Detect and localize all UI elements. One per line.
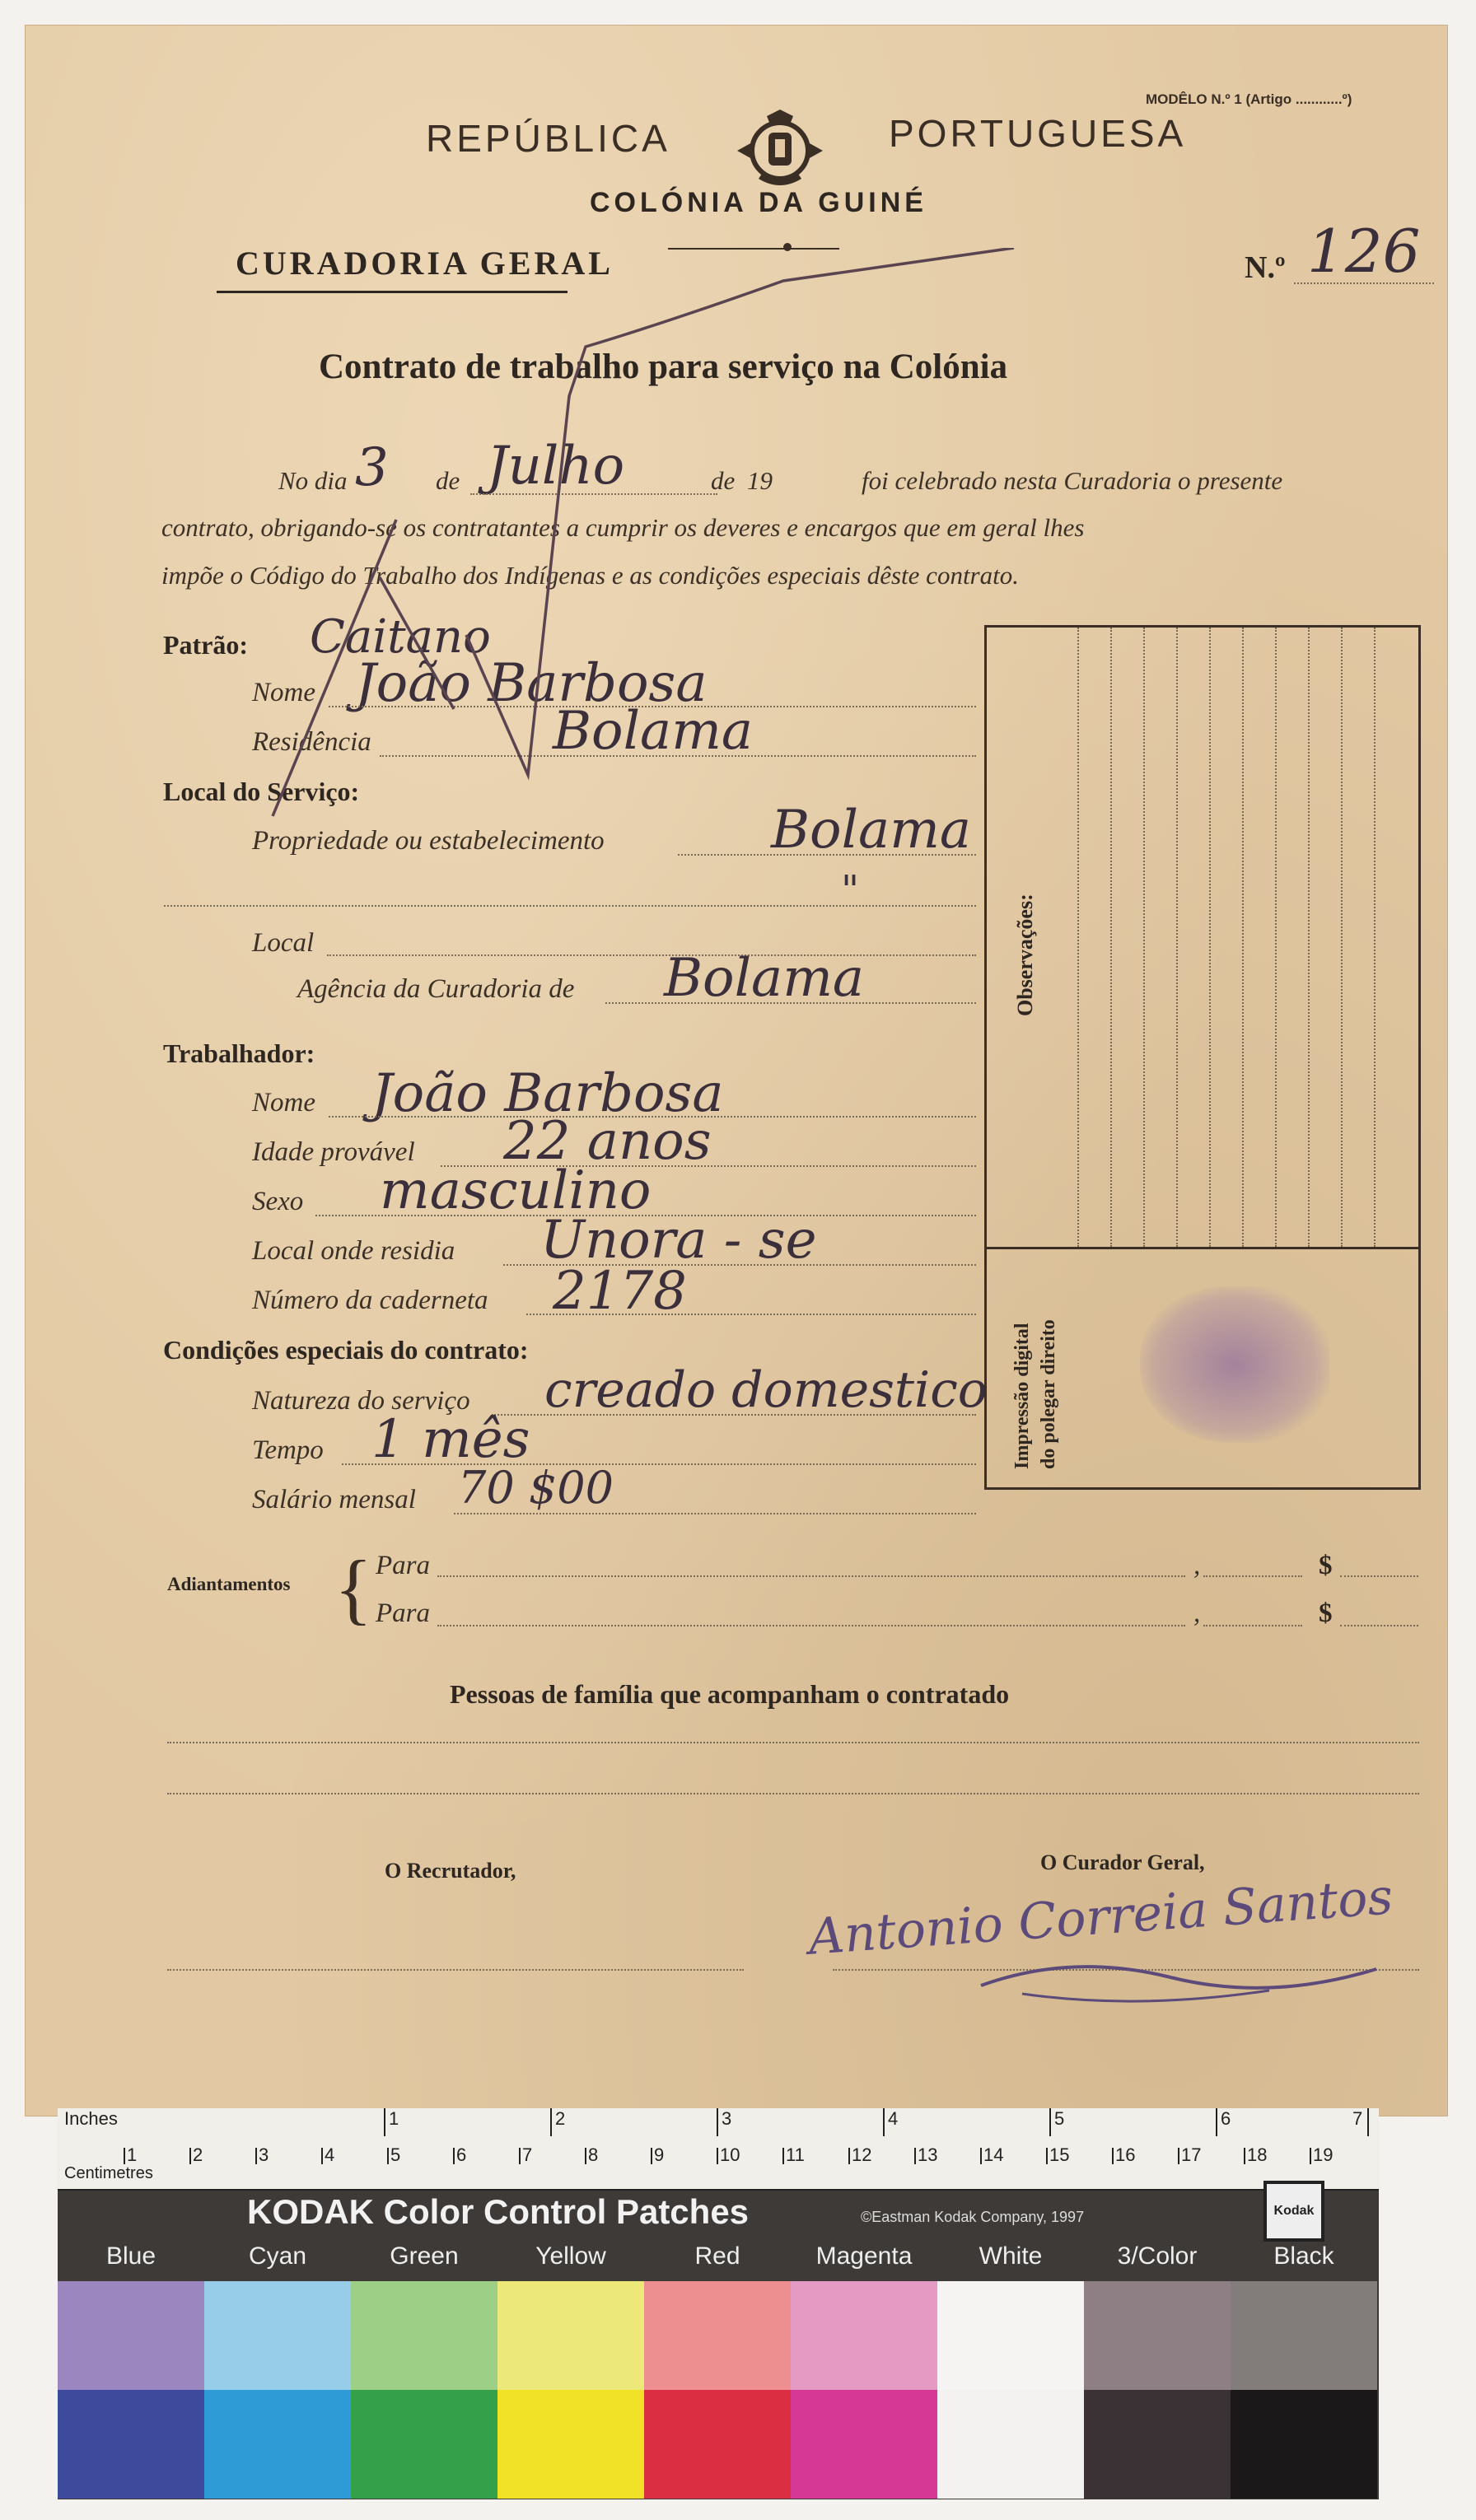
patch-name: White [979,2242,1043,2270]
local-label: Local [252,928,315,958]
cm-tick [782,2148,784,2164]
intro-ano-value: 19 [747,466,773,495]
impressao-label-2: do polegar direito [1038,1319,1059,1469]
para2-comma: , [1193,1598,1201,1628]
sexo-label: Sexo [252,1187,304,1216]
propriedade-value: Bolama [771,800,972,861]
intro-dia-prefix: No dia [278,466,348,495]
color-patch-bottom [937,2390,1084,2499]
measure-ruler [58,2108,1379,2191]
adiantamentos-brace: { [334,1544,373,1632]
natureza-line [492,1414,976,1416]
cm-tick [1244,2148,1245,2164]
cm-tick-label: 2 [193,2144,203,2165]
residia-value: Unora - se [540,1210,817,1271]
colonia-label: COLÓNIA DA GUINÉ [590,187,927,218]
inch-tick [717,2108,718,2136]
ruler-cm-label: Centimetres [64,2164,153,2182]
obs-column-line [1242,628,1244,1247]
cm-tick-label: 19 [1313,2144,1334,2165]
trabalhador-nome-label: Nome [252,1088,315,1118]
recrutador-line [167,1969,744,1971]
intro-de2: de [711,466,736,495]
cm-tick [387,2148,389,2164]
para2-label: Para [376,1598,430,1628]
inch-tick-label: 3 [722,2108,732,2129]
inch-tick [1216,2108,1217,2136]
cm-tick-label: 15 [1049,2144,1070,2165]
obs-column-line [1110,628,1112,1247]
para1-comma: , [1193,1551,1201,1580]
cm-tick-label: 10 [720,2144,740,2165]
para2-dollar: $ [1319,1598,1333,1628]
idade-label: Idade provável [252,1137,415,1167]
cm-tick-label: 6 [456,2144,467,2165]
agencia-value: Bolama [664,948,865,1009]
salario-line [454,1513,976,1514]
inch-tick-label: 1 [389,2108,399,2129]
intro-dia-value: 3 [355,437,389,498]
caderneta-label: Número da caderneta [252,1286,488,1315]
obs-column-line [1077,628,1079,1247]
para1-line [437,1575,1185,1577]
caderneta-value: 2178 [553,1261,687,1322]
para1-dollar: $ [1319,1551,1333,1580]
obs-column-line [1341,628,1343,1247]
local-servico-heading: Local do Serviço: [163,777,360,806]
kodak-color-strip [58,2108,1379,2499]
patch-name: Red [694,2242,740,2270]
kodak-title: KODAK Color Control Patches [247,2192,750,2231]
inch-tick [1367,2108,1369,2136]
salario-value: 70 $00 [458,1462,614,1514]
cm-tick [124,2148,125,2164]
contract-title: Contrato de trabalho para serviço na Colónia [319,348,1008,386]
sexo-value: masculino [380,1160,652,1221]
color-patch-top [1231,2281,1377,2390]
obs-column-line [1176,628,1178,1247]
trabalhador-heading: Trabalhador: [163,1038,315,1068]
color-patch-bottom [204,2390,351,2499]
color-patch-top [204,2281,351,2390]
cm-tick [914,2148,916,2164]
cm-tick-label: 16 [1115,2144,1136,2165]
patrao-residencia-label: Residência [252,727,371,757]
color-patch-top [58,2281,204,2390]
cm-tick [717,2148,718,2164]
obs-column-line [1143,628,1145,1247]
intro-line3: impõe o Código do Trabalho dos Indígenas e as condições especiais dêste contrato. [161,561,1019,590]
republica-label: REPÚBLICA [426,117,670,160]
cm-tick [585,2148,586,2164]
patch-name: 3/Color [1117,2242,1198,2270]
cm-tick [1046,2148,1048,2164]
caderneta-line [526,1314,976,1315]
intro-de1: de [436,466,460,495]
natureza-value: creado domestico [544,1361,988,1419]
cm-tick-label: 1 [127,2144,138,2165]
cm-tick-label: 17 [1181,2144,1202,2165]
salario-label: Salário mensal [252,1485,416,1514]
intro-mes-value: Julho [487,436,625,497]
cm-tick [189,2148,191,2164]
cm-tick [651,2148,652,2164]
color-patch-bottom [1084,2390,1231,2499]
cm-tick-label: 9 [654,2144,665,2165]
cm-tick-label: 13 [918,2144,938,2165]
patch-name: Magenta [815,2242,913,2270]
color-patch-bottom [1231,2390,1377,2499]
observacoes-label: Observações: [1013,894,1037,1016]
para1-cents-line [1340,1575,1418,1577]
color-patch-top [644,2281,791,2390]
para2-line [437,1625,1185,1626]
patch-name: Cyan [248,2242,307,2270]
cm-tick [1310,2148,1311,2164]
patrao-nome-label: Nome [252,678,315,707]
inch-tick-label: 6 [1221,2108,1231,2129]
patch-name: Green [390,2242,459,2270]
cm-tick [1112,2148,1114,2164]
tempo-value: 1 mês [371,1409,530,1470]
tempo-line [342,1463,976,1465]
patrao-heading-value: Caitano [310,610,491,664]
recrutador-label: O Recrutador, [385,1859,516,1883]
cm-tick [255,2148,257,2164]
patrao-heading: Patrão: [163,630,249,660]
cm-tick-label: 14 [983,2144,1004,2165]
propriedade-label: Propriedade ou estabelecimento [252,826,605,856]
color-patch-top [497,2281,644,2390]
color-patch-bottom [351,2390,497,2499]
inch-tick [550,2108,552,2136]
cm-tick-label: 3 [259,2144,269,2165]
color-patch-bottom [644,2390,791,2499]
patrao-residencia-value: Bolama [553,701,754,762]
cm-tick [519,2148,521,2164]
inch-tick [883,2108,885,2136]
propriedade-line [678,854,976,856]
residia-label: Local onde residia [252,1236,455,1266]
color-patch-bottom [791,2390,937,2499]
idade-value: 22 anos [503,1111,712,1172]
agencia-line [605,1002,976,1004]
patrao-nome-value: João Barbosa [355,653,708,714]
thumbprint [1140,1286,1329,1443]
obs-column-line [1308,628,1310,1247]
color-patch-top [791,2281,937,2390]
cm-tick [848,2148,850,2164]
curador-label: O Curador Geral, [1040,1850,1205,1874]
modelo-label: MODÊLO N.º 1 (Artigo ............º) [1146,91,1352,107]
natureza-label: Natureza do serviço [252,1386,470,1416]
contract-document [25,25,1448,2116]
impressao-label-1: Impressão digital [1011,1323,1033,1469]
cm-tick-label: 12 [852,2144,872,2165]
cm-tick [321,2148,323,2164]
cm-tick-label: 11 [786,2144,805,2165]
ruler-inches-label: Inches [64,2108,118,2129]
para2-cents-line [1340,1625,1418,1626]
obs-column-line [1275,628,1277,1247]
color-patch-top [937,2281,1084,2390]
cm-tick-label: 7 [522,2144,533,2165]
kodak-copyright: ©Eastman Kodak Company, 1997 [861,2209,1085,2225]
numero-label: N.º [1245,250,1286,285]
color-patch-bottom [497,2390,644,2499]
portuguesa-label: PORTUGUESA [889,112,1187,155]
obs-column-line [1374,628,1376,1247]
cm-tick-label: 4 [325,2144,335,2165]
cm-tick-label: 5 [390,2144,401,2165]
intro-line2: contrato, obrigando-se os contratantes a cumprir os deveres e encargos que em geral lhes [161,513,1085,542]
color-patch-top [351,2281,497,2390]
inch-tick-label: 4 [888,2108,899,2129]
cm-tick [453,2148,455,2164]
familia-line-1 [167,1742,1419,1743]
coat-of-arms-icon [734,110,826,189]
trabalhador-nome-value: João Barbosa [371,1063,724,1124]
condicoes-heading: Condições especiais do contrato: [163,1335,529,1365]
numero-value: 126 [1307,217,1421,286]
adiantamentos-label: Adiantamentos [167,1574,291,1594]
inch-tick-label: 2 [555,2108,566,2129]
cm-tick-label: 8 [588,2144,599,2165]
obs-column-line [1209,628,1211,1247]
color-patch-top [1084,2281,1231,2390]
obs-separator [987,1247,1418,1249]
para2-amount-line [1203,1625,1302,1626]
familia-heading: Pessoas de família que acompanham o contratado [450,1679,1010,1709]
patch-name: Blue [105,2242,156,2270]
inch-tick-label: 7 [1352,2108,1363,2129]
agencia-label: Agência da Curadoria de [297,974,575,1004]
signature-flourish [973,1944,1385,2010]
inch-tick [384,2108,385,2136]
local-line [327,954,976,956]
para1-label: Para [376,1551,430,1580]
curador-signature: Antonio Correia Santos [806,1868,1395,1967]
cm-tick [980,2148,982,2164]
para1-amount-line [1203,1575,1302,1577]
tempo-label: Tempo [252,1435,324,1465]
observacoes-box [984,625,1421,1490]
inch-tick [1049,2108,1051,2136]
familia-line-2 [167,1793,1419,1794]
patch-name: Black [1273,2242,1334,2270]
curadoria-label: CURADORIA GERAL [236,245,614,282]
numero-line [1294,282,1434,284]
blank-line [164,905,976,907]
intro-line1: foi celebrado nesta Curadoria o presente [862,466,1283,495]
patch-name: Yellow [535,2242,606,2270]
color-patch-bottom [58,2390,204,2499]
cm-tick-label: 18 [1247,2144,1268,2165]
cm-tick [1178,2148,1179,2164]
kodak-logo-icon: Kodak [1263,2181,1324,2242]
inch-tick-label: 5 [1054,2108,1065,2129]
pen-strike-mark [256,248,1030,824]
ditto-mark: " [841,867,860,913]
